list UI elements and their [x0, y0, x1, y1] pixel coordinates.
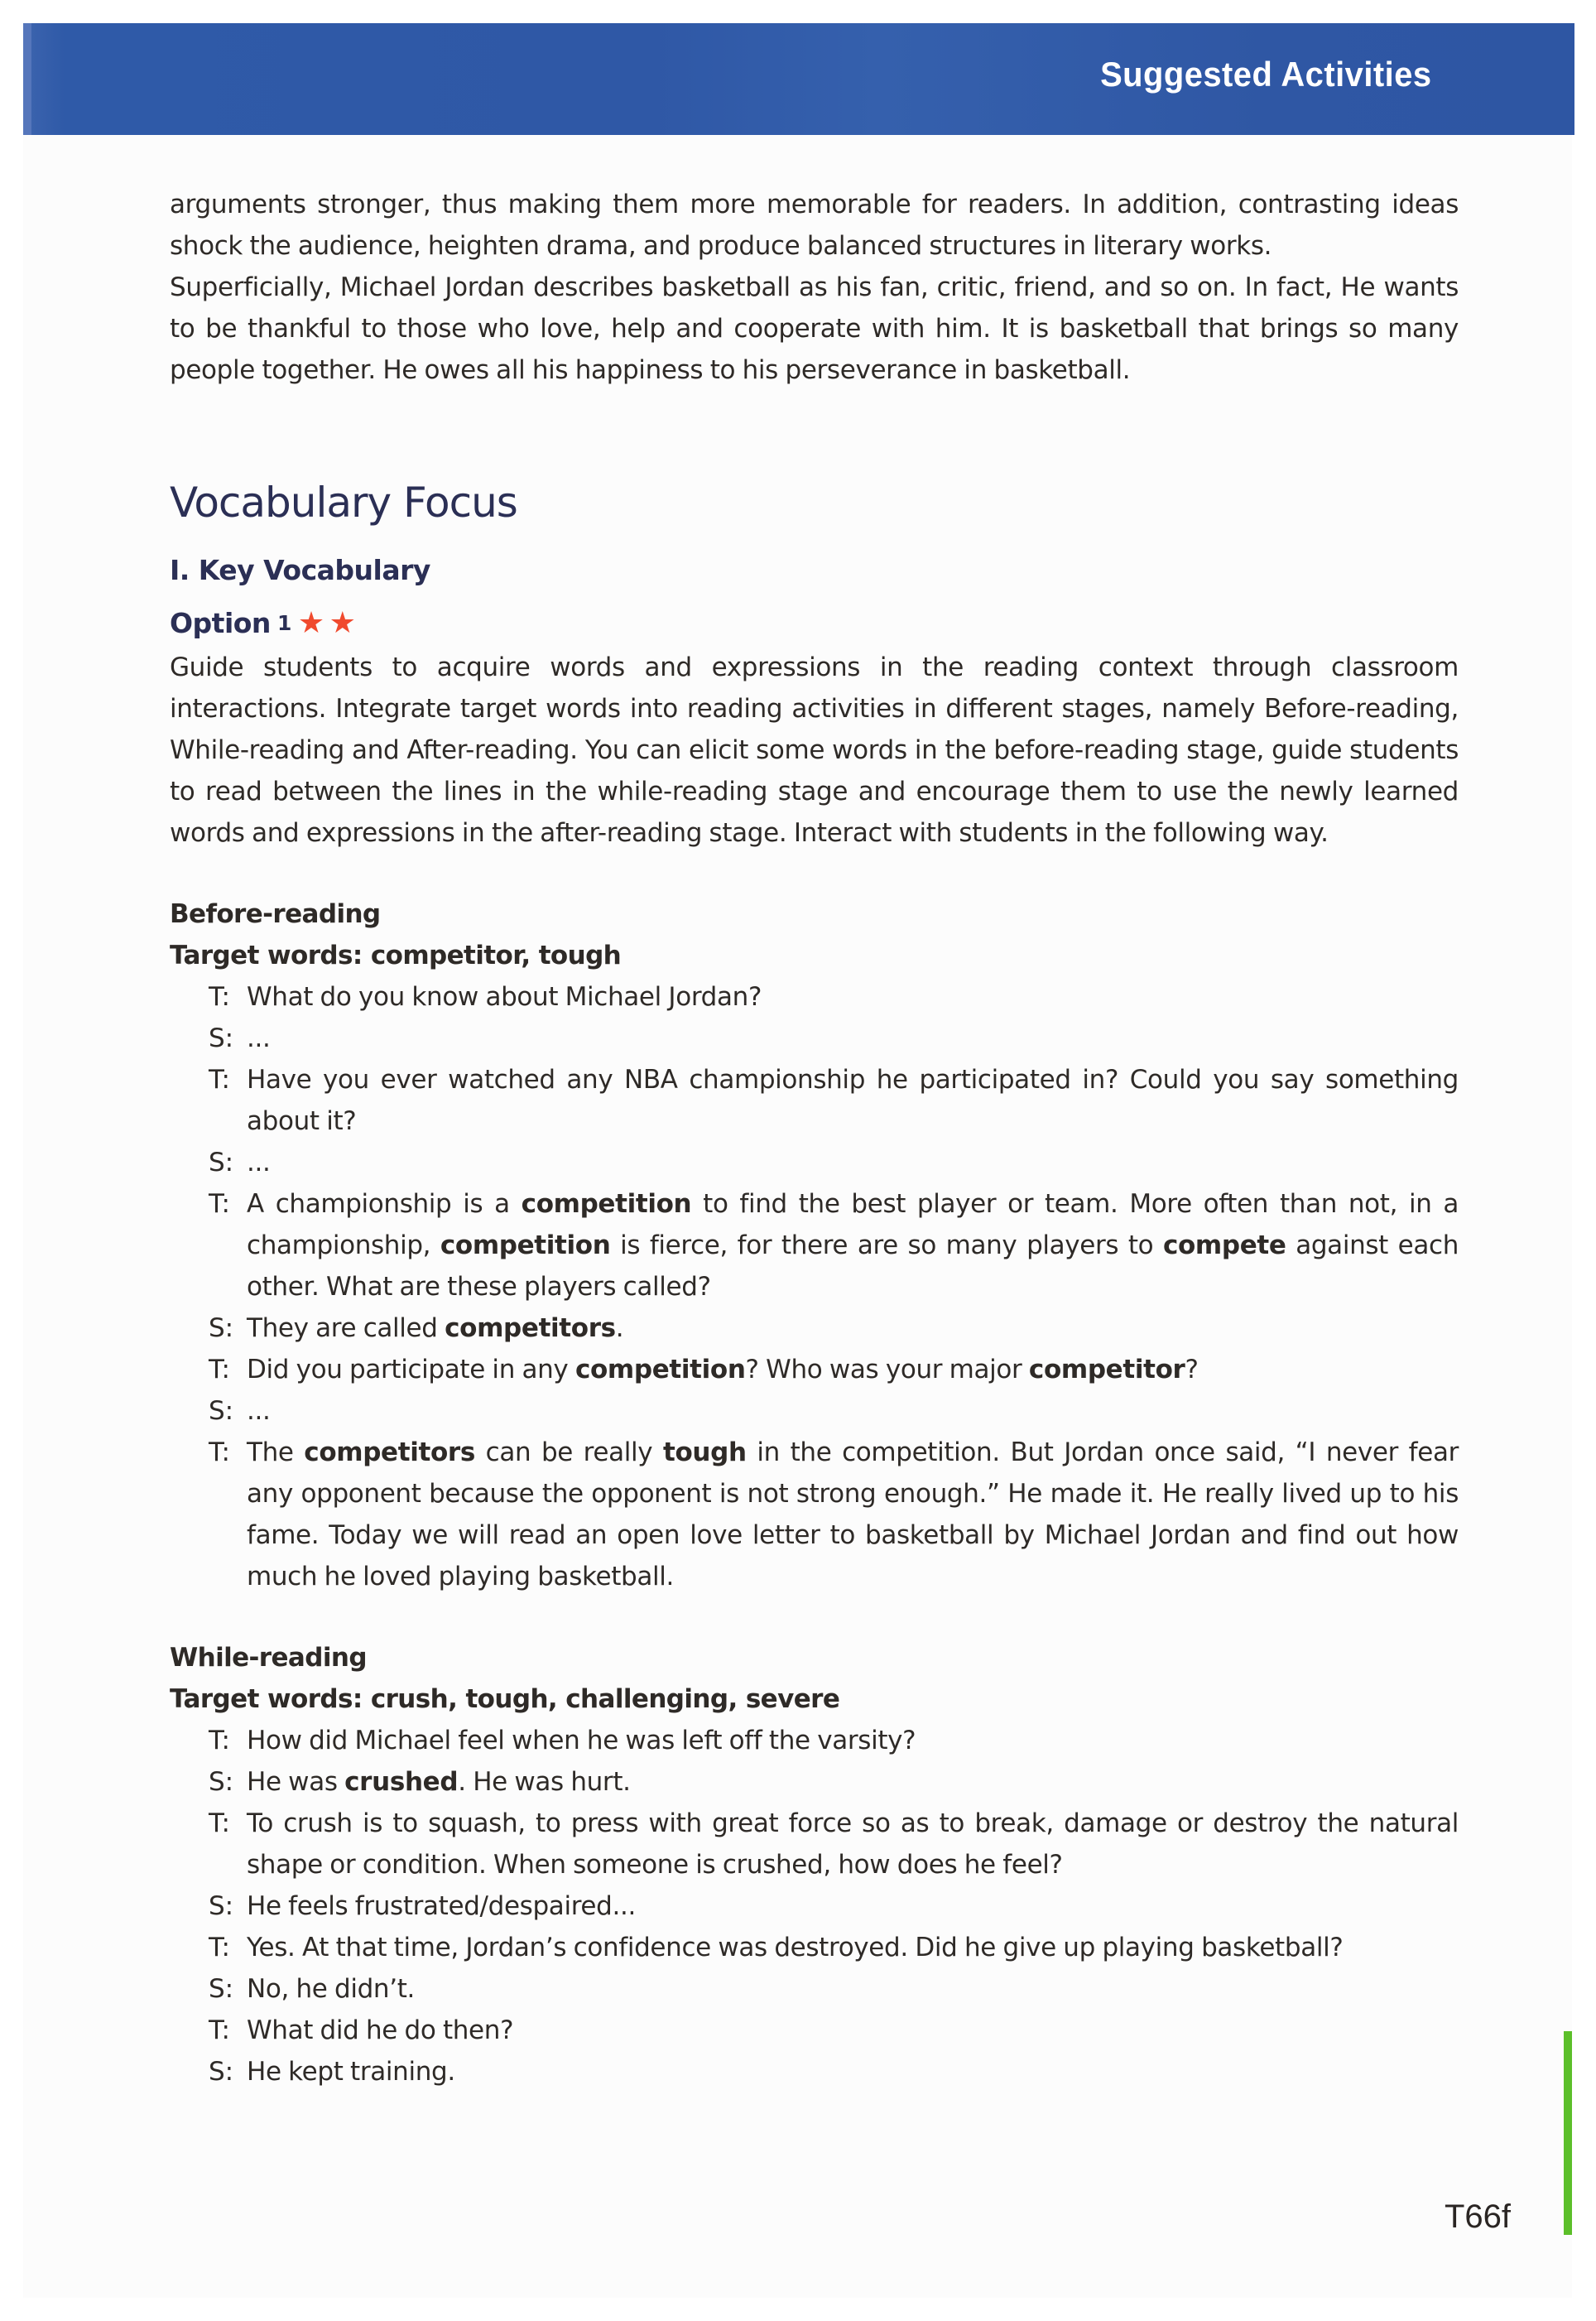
vocabulary-word: competition — [574, 1355, 746, 1384]
speaker-label: T: — [209, 1808, 230, 1838]
option-label: Option — [170, 607, 271, 639]
star-icon: ★ — [329, 606, 356, 640]
vocabulary-word: competition — [521, 1189, 692, 1219]
dialogue-turn — [209, 1968, 1459, 2010]
utterance-text — [247, 2051, 1459, 2092]
intro-paragraph-2: Superficially, Michael Jordan describes basketball as his fan, critic, friend, and so on. In fact, He wants to be thankful to those who love, help and cooperate with him. It is basketball that brings so many people together. He owes all his happiness to his perseverance in basketball. — [170, 272, 1459, 385]
speaker-label: S: — [209, 1313, 234, 1343]
utterance-segment: ... — [247, 1023, 271, 1053]
utterance-segment: to find the best player or team. More often than not, in a championship, — [247, 1189, 1459, 1260]
utterance-text — [247, 1059, 1459, 1142]
utterance-segment: He was — [247, 1767, 345, 1797]
utterance-text — [247, 1390, 1459, 1432]
speaker-label: S: — [209, 1974, 234, 2004]
vocabulary-word: competition — [440, 1230, 611, 1260]
utterance-segment: . — [615, 1313, 624, 1343]
utterance-text — [247, 2010, 1459, 2051]
speaker-label: T: — [209, 2015, 230, 2045]
utterance-segment: What did he do then? — [247, 2015, 514, 2045]
dialogue-turn — [209, 1059, 1459, 1142]
dialogue-turn — [209, 2051, 1459, 2092]
speaker-label: T: — [209, 1933, 230, 1962]
utterance-text — [247, 1307, 1459, 1349]
page-content — [170, 184, 1459, 2092]
speaker-label: T: — [209, 1355, 230, 1384]
utterance-text — [247, 976, 1459, 1018]
section-title-vocabulary-focus: Vocabulary Focus — [170, 479, 517, 527]
target-words-before-reading: Target words: competitor, tough — [170, 941, 622, 970]
utterance-text — [247, 1183, 1459, 1307]
vocabulary-word: competitors — [304, 1437, 475, 1467]
speaker-label: T: — [209, 982, 230, 1012]
option-number: 1 — [276, 611, 291, 635]
speaker-label: S: — [209, 1148, 234, 1177]
utterance-segment: Did you participate in any — [247, 1355, 575, 1384]
vocabulary-word: compete — [1162, 1230, 1286, 1260]
speaker-label: S: — [209, 1023, 234, 1053]
utterance-segment: in the competition. But Jordan once said, “I never fear any opponent because the opponent is not strong enough.” He made it. He really lived up to his fame. Today we will read an open love letter to basketball by Michael Jordan and find out how much he loved playing basketball. — [247, 1437, 1459, 1591]
dialogue-turn — [209, 1761, 1459, 1803]
utterance-text — [247, 1349, 1459, 1390]
speaker-label: T: — [209, 1726, 230, 1755]
page-number: T66f — [1445, 2198, 1512, 2235]
dialogue-turn — [209, 1183, 1459, 1307]
utterance-segment: He kept training. — [247, 2057, 455, 2087]
speaker-label: S: — [209, 1767, 234, 1797]
utterance-segment: A championship is a — [247, 1189, 522, 1219]
side-color-bar — [1564, 2031, 1572, 2235]
instructions-paragraph: Guide students to acquire words and expressions in the reading context through classroom interactions. Integrate target words into reading activities in different stages, namely Before-reading, While-reading and After-reading. You can elicit some words in the before-reading stage, guide students to read between the lines in the while-reading stage and encourage them to use the newly learned words and expressions in the after-reading stage. Interact with students in the following way. — [170, 652, 1459, 848]
dialogue-turn — [209, 2010, 1459, 2051]
utterance-segment: ? — [1185, 1355, 1199, 1384]
speaker-label: T: — [209, 1189, 230, 1219]
vocabulary-word: crushed — [344, 1767, 459, 1797]
stage-title-before-reading: Before-reading — [170, 899, 381, 929]
utterance-segment: . He was hurt. — [458, 1767, 631, 1797]
utterance-segment: ? Who was your major — [745, 1355, 1029, 1384]
dialogue-turn — [209, 1307, 1459, 1349]
dialogue-turn — [209, 1390, 1459, 1432]
header-banner — [23, 23, 1574, 135]
dialogue-turn — [209, 1803, 1459, 1885]
utterance-text — [247, 1761, 1459, 1803]
target-words-while-reading: Target words: crush, tough, challenging, severe — [170, 1684, 840, 1714]
speaker-label: S: — [209, 1891, 234, 1921]
utterance-segment: can be really — [474, 1437, 663, 1467]
speaker-label: T: — [209, 1065, 230, 1095]
speaker-label: S: — [209, 2057, 234, 2087]
speaker-label: T: — [209, 1437, 230, 1467]
dialogue-turn — [209, 1018, 1459, 1059]
dialogue-turn — [209, 976, 1459, 1018]
utterance-segment: is fierce, for there are so many players to — [610, 1230, 1163, 1260]
stage-title-while-reading: While-reading — [170, 1643, 367, 1673]
dialogue-while-reading — [170, 1720, 1459, 2092]
utterance-segment: against each other. What are these players called? — [247, 1230, 1459, 1302]
dialogue-turn — [209, 1432, 1459, 1597]
utterance-segment: He feels frustrated/despaired... — [247, 1891, 636, 1921]
utterance-text — [247, 1803, 1459, 1885]
option-heading — [170, 600, 1459, 647]
vocabulary-word: competitor — [1028, 1355, 1185, 1384]
utterance-text — [247, 1885, 1459, 1927]
vocabulary-word: competitors — [445, 1313, 616, 1343]
dialogue-turn — [209, 1349, 1459, 1390]
utterance-segment: No, he didn’t. — [247, 1974, 416, 2004]
dialogue-before-reading — [170, 976, 1459, 1597]
utterance-text — [247, 1968, 1459, 2010]
utterance-segment: ... — [247, 1396, 271, 1426]
dialogue-turn — [209, 1885, 1459, 1927]
utterance-text — [247, 1018, 1459, 1059]
utterance-segment: ... — [247, 1148, 271, 1177]
utterance-text — [247, 1432, 1459, 1597]
utterance-text — [247, 1927, 1459, 1968]
utterance-segment: What do you know about Michael Jordan? — [247, 982, 762, 1012]
dialogue-turn — [209, 1142, 1459, 1183]
dialogue-turn — [209, 1720, 1459, 1761]
dialogue-turn — [209, 1927, 1459, 1968]
intro-paragraph-1: arguments stronger, thus making them more memorable for readers. In addition, contrasting ideas shock the audience, heighten drama, and produce balanced structures in literary works. — [170, 190, 1459, 261]
speaker-label: S: — [209, 1396, 234, 1426]
banner-title: Suggested Activities — [1100, 55, 1432, 94]
utterance-segment: How did Michael feel when he was left off the varsity? — [247, 1726, 916, 1755]
utterance-segment: To crush is to squash, to press with great force so as to break, damage or destroy the natural shape or condition. When someone is crushed, how does he feel? — [247, 1808, 1459, 1880]
utterance-segment: The — [247, 1437, 305, 1467]
utterance-text — [247, 1720, 1459, 1761]
utterance-text — [247, 1142, 1459, 1183]
utterance-segment: Yes. At that time, Jordan’s confidence was destroyed. Did he give up playing basketball? — [247, 1933, 1344, 1962]
utterance-segment: They are called — [247, 1313, 445, 1343]
vocabulary-word: tough — [662, 1437, 747, 1467]
utterance-segment: Have you ever watched any NBA championship he participated in? Could you say something about it? — [247, 1065, 1459, 1136]
star-icon: ★ — [297, 606, 324, 640]
subsection-title-key-vocabulary: I. Key Vocabulary — [170, 554, 430, 586]
